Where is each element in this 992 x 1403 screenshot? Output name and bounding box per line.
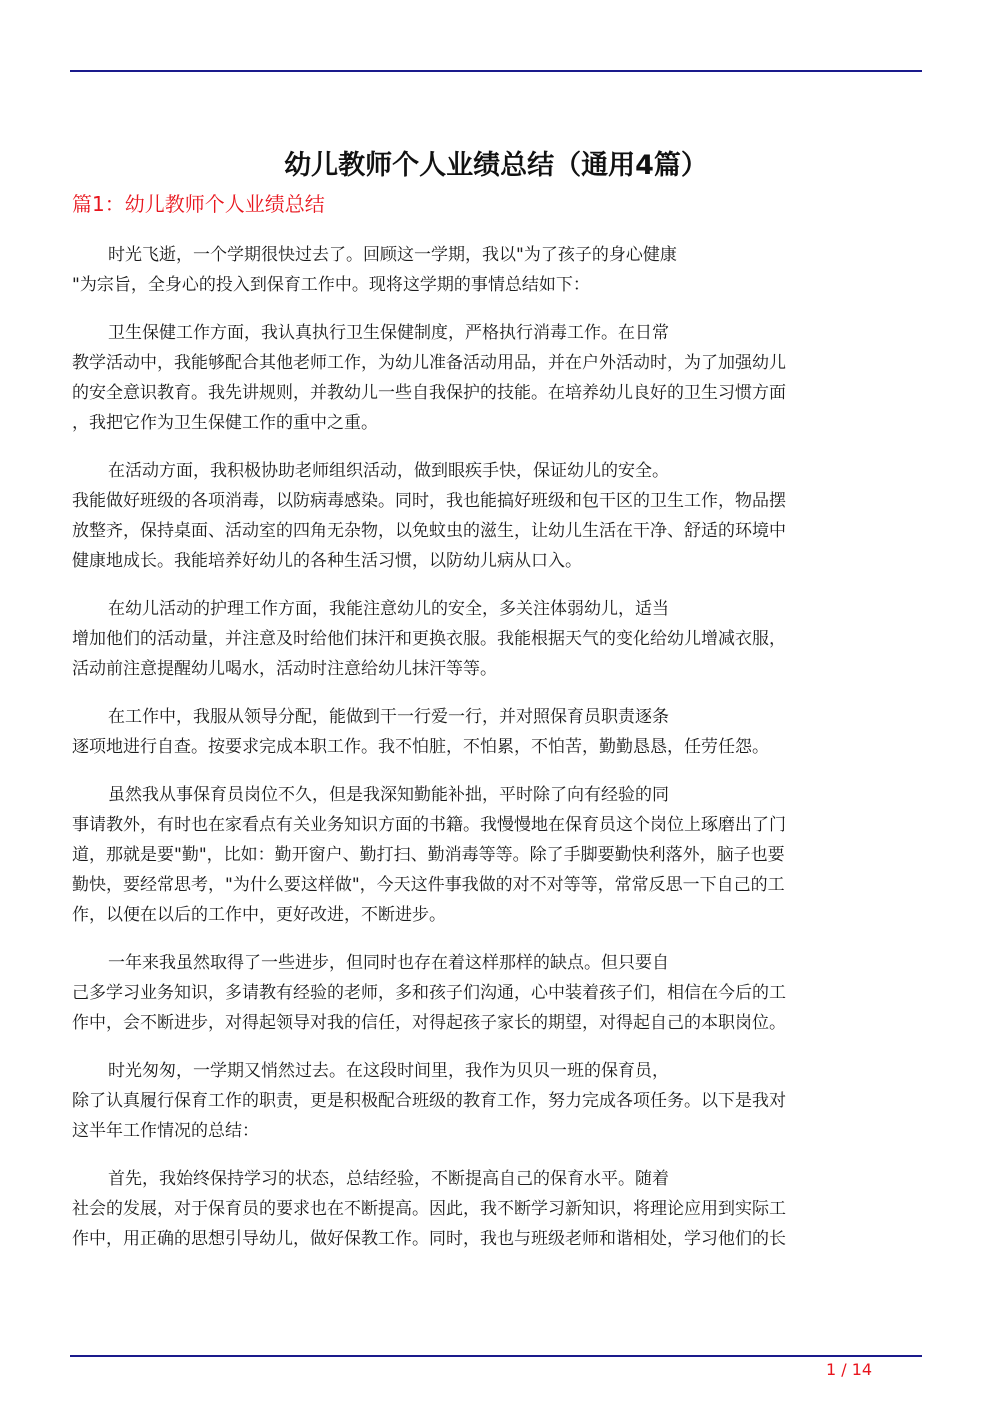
page-number: 1 / 14: [826, 1360, 873, 1379]
paragraph-line: ，我把它作为卫生保健工作的重中之重。: [72, 413, 378, 433]
paragraph-line: "为宗旨，全身心的投入到保育工作中。现将这学期的事情总结如下：: [72, 275, 590, 295]
paragraph-line: 在幼儿活动的护理工作方面，我能注意幼儿的安全，多关注体弱幼儿，适当: [108, 599, 669, 619]
paragraph-line: 的安全意识教育。我先讲规则，并教幼儿一些自我保护的技能。在培养幼儿良好的卫生习惯方面: [72, 383, 786, 403]
paragraph: [72, 1056, 912, 1146]
document-title: 幼儿教师个人业绩总结（通用4篇）: [284, 150, 708, 182]
paragraph-line: 首先，我始终保持学习的状态，总结经验，不断提高自己的保育水平。随着: [108, 1169, 669, 1189]
paragraph-line: 道，那就是要"勤"，比如：勤开窗户、勤打扫、勤消毒等等。除了手脚要勤快利落外，脑子也要: [72, 845, 785, 865]
paragraph-line: 在工作中，我服从领导分配，能做到干一行爱一行，并对照保育员职责逐条: [108, 707, 669, 727]
paragraph-line: 除了认真履行保育工作的职责，更是积极配合班级的教育工作，努力完成各项任务。以下是我对: [72, 1091, 786, 1111]
paragraph-line: 卫生保健工作方面，我认真执行卫生保健制度，严格执行消毒工作。在日常: [108, 323, 669, 343]
document-body: [72, 240, 912, 1272]
paragraph-line: 己多学习业务知识，多请教有经验的老师，多和孩子们沟通，心中装着孩子们，相信在今后的工: [72, 983, 786, 1003]
paragraph: [72, 948, 912, 1038]
paragraph-line: 社会的发展，对于保育员的要求也在不断提高。因此，我不断学习新知识，将理论应用到实际工: [72, 1199, 786, 1219]
paragraph: [72, 1164, 912, 1254]
paragraph-line: 逐项地进行自查。按要求完成本职工作。我不怕脏，不怕累，不怕苦，勤勤恳恳，任劳任怨。: [72, 737, 769, 757]
paragraph-line: 时光飞逝，一个学期很快过去了。回顾这一学期，我以"为了孩子的身心健康: [108, 245, 677, 265]
paragraph: [72, 594, 912, 684]
paragraph-line: 我能做好班级的各项消毒，以防病毒感染。同时，我也能搞好班级和包干区的卫生工作，物品摆: [72, 491, 786, 511]
paragraph: [72, 702, 912, 762]
paragraph-line: 健康地成长。我能培养好幼儿的各种生活习惯，以防幼儿病从口入。: [72, 551, 582, 571]
paragraph-line: 时光匆匆，一学期又悄然过去。在这段时间里，我作为贝贝一班的保育员，: [108, 1061, 669, 1081]
paragraph-line: 作中，会不断进步，对得起领导对我的信任，对得起孩子家长的期望，对得起自己的本职岗位。: [72, 1013, 786, 1033]
footer-rule: [70, 1355, 922, 1357]
paragraph-line: 在活动方面，我积极协助老师组织活动，做到眼疾手快，保证幼儿的安全。: [108, 461, 669, 481]
paragraph-line: 虽然我从事保育员岗位不久，但是我深知勤能补拙，平时除了向有经验的同: [108, 785, 669, 805]
paragraph-line: 放整齐，保持桌面、活动室的四角无杂物，以免蚊虫的滋生，让幼儿生活在干净、舒适的环境中: [72, 521, 786, 541]
paragraph-line: 勤快，要经常思考，"为什么要这样做"，今天这件事我做的对不对等等，常常反思一下自己的工: [72, 875, 785, 895]
paragraph: [72, 318, 912, 438]
paragraph-line: 增加他们的活动量，并注意及时给他们抹汗和更换衣服。我能根据天气的变化给幼儿增减衣服，: [72, 629, 786, 649]
header-rule: [70, 70, 922, 72]
paragraph-line: 活动前注意提醒幼儿喝水，活动时注意给幼儿抹汗等等。: [72, 659, 497, 679]
paragraph-line: 一年来我虽然取得了一些进步，但同时也存在着这样那样的缺点。但只要自: [108, 953, 669, 973]
paragraph-line: 作，以便在以后的工作中，更好改进，不断进步。: [72, 905, 446, 925]
section-heading: 篇1：幼儿教师个人业绩总结: [72, 192, 325, 216]
paragraph: [72, 240, 912, 300]
paragraph-line: 教学活动中，我能够配合其他老师工作，为幼儿准备活动用品，并在户外活动时，为了加强幼儿: [72, 353, 786, 373]
paragraph: [72, 780, 912, 930]
paragraph-line: 作中，用正确的思想引导幼儿，做好保教工作。同时，我也与班级老师和谐相处，学习他们的长: [72, 1229, 786, 1249]
paragraph-line: 这半年工作情况的总结：: [72, 1121, 259, 1141]
paragraph-line: 事请教外，有时也在家看点有关业务知识方面的书籍。我慢慢地在保育员这个岗位上琢磨出了门: [72, 815, 786, 835]
paragraph: [72, 456, 912, 576]
